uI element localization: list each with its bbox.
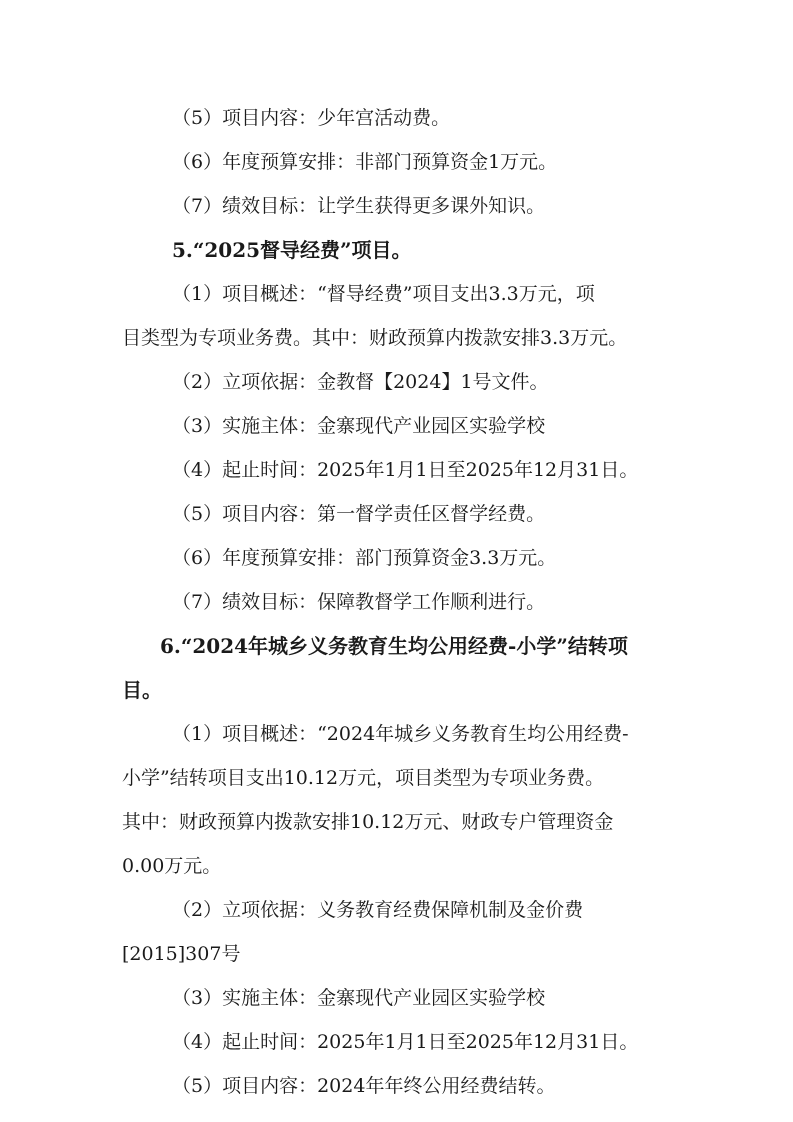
section-6-basis-line-2: [2015]307号 <box>122 943 241 965</box>
section-6-content: （5）项目内容：2024年年终公用经费结转。 <box>172 1075 556 1097</box>
section-5-period: （4）起止时间：2025年1月1日至2025年12月31日。 <box>172 459 639 481</box>
section-5-entity: （3）实施主体：金寨现代产业园区实验学校 <box>172 415 546 437</box>
section-6-heading-line-2: 目。 <box>122 678 162 702</box>
section-6-period: （4）起止时间：2025年1月1日至2025年12月31日。 <box>172 1031 639 1053</box>
section-6-overview-line-4: 0.00万元。 <box>122 855 222 877</box>
section-5-overview-line-2: 目类型为专项业务费。其中：财政预算内拨款安排3.3万元。 <box>122 327 628 349</box>
section-6-overview-line-3: 其中：财政预算内拨款安排10.12万元、财政专户管理资金 <box>122 811 614 833</box>
section-6-entity: （3）实施主体：金寨现代产业园区实验学校 <box>172 987 546 1009</box>
section-6-basis-line-1: （2）立项依据：义务教育经费保障机制及金价费 <box>172 899 584 921</box>
section-5-heading: 5.“2025督导经费”项目。 <box>172 238 412 262</box>
item-7-goal: （7）绩效目标：让学生获得更多课外知识。 <box>172 195 546 217</box>
section-5-budget: （6）年度预算安排：部门预算资金3.3万元。 <box>172 547 557 569</box>
item-6-budget: （6）年度预算安排：非部门预算资金1万元。 <box>172 151 558 173</box>
section-5-basis: （2）立项依据：金教督【2024】1号文件。 <box>172 371 549 393</box>
section-6-overview-line-2: 小学”结转项目支出10.12万元，项目类型为专项业务费。 <box>122 767 605 789</box>
section-5-overview-line-1: （1）项目概述：“督导经费”项目支出3.3万元，项 <box>172 283 595 305</box>
section-5-content: （5）项目内容：第一督学责任区督学经费。 <box>172 503 546 525</box>
section-5-goal: （7）绩效目标：保障教督学工作顺利进行。 <box>172 591 546 613</box>
section-6-heading-line-1: 6.“2024年城乡义务教育生均公用经费-小学”结转项 <box>160 634 628 658</box>
item-5-content: （5）项目内容：少年宫活动费。 <box>172 107 451 129</box>
section-6-overview-line-1: （1）项目概述：“2024年城乡义务教育生均公用经费- <box>172 723 629 745</box>
